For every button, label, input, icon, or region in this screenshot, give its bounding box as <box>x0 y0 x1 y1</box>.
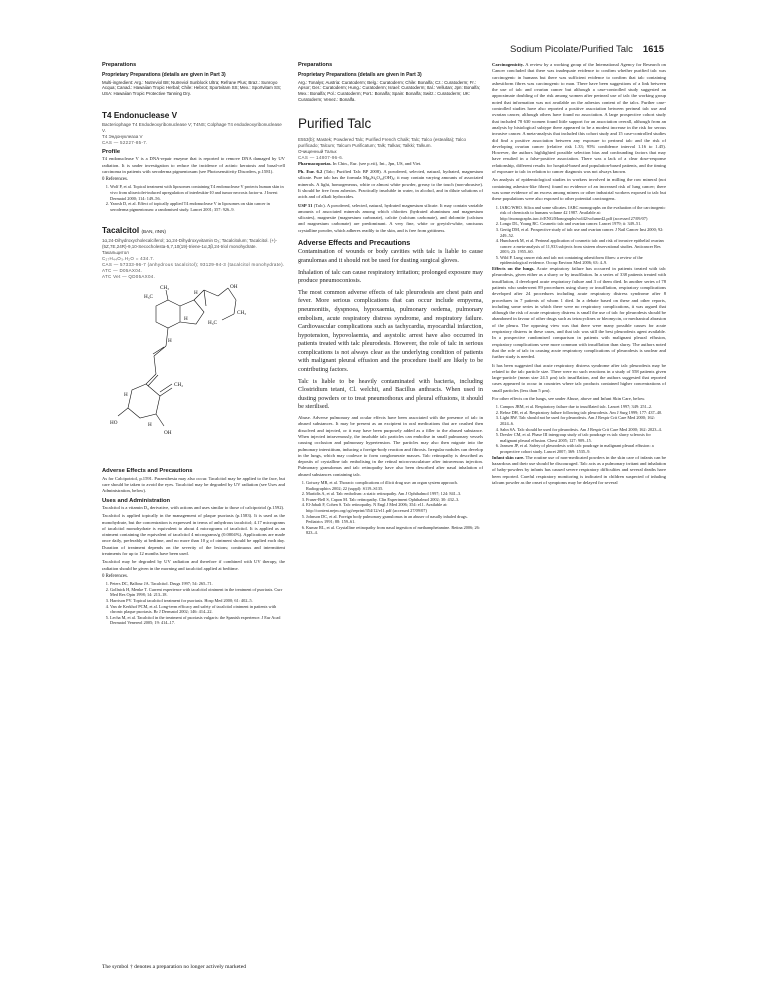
reference-item: 4. Van de Kerkhof PCM, et al. Long-term efficacy and safety of tacalcitol ointment in patients with chronic plaque psoriasis. Br J Dermatol 2002; 146: 414–22. <box>110 604 285 615</box>
atom-label: H₃C <box>144 294 154 301</box>
text: (Talc; Purified Talc BP 2008). A powdered, selected, natural, hydrated, magnesium silicate. Pure talc has the formula Mg₃Si₄O₁₀(OH)₂; it may contain varying amounts of associated minerals. A light, homogeneous, white or almost white powder, greasy to the touch (non-abrasive). It should be free from asbestos. Practically insoluble in water, in alcohol, and in dilute solutions of acids and of alkali hydroxides. <box>298 169 483 200</box>
footnote: The symbol † denotes a preparation no longer actively marketed <box>102 964 246 970</box>
atom-label: OH <box>164 430 172 437</box>
bond <box>218 288 228 296</box>
reference-item: 3. Fraser-Bell S, Capon M. Talc retinopathy. Clin Experiment Ophthalmol 2002; 30: 432–3. <box>306 497 483 503</box>
label: Ph. Eur. 6.2 <box>298 169 323 175</box>
bond <box>160 388 172 396</box>
talc-ph-eur <box>298 169 483 200</box>
talc-adverse-1: Contamination of wounds or body cavities with talc is liable to cause granulomas and it should not be used for dusting surgical gloves. <box>298 248 483 264</box>
talc-russian-name: Очищенный Тальк <box>298 148 337 154</box>
talc-usp <box>298 203 483 234</box>
talc-abuse: Abuse. Adverse pulmonary and ocular effects have been associated with the presence of talc in abused substances. It may be present as an excipient in oral medications that are crushed then dissolved and injected, or it may have been purposely added as a filler to the abused substance. When injected intravenously, the insoluble talc particles can embolise in small pulmonary vessels causing occlusion and pulmonary hypertension. The particles may also then migrate into the pulmonary interstitium, inducing a foreign-body reaction and fibrosis. Irregular nodules can develop in the lungs, which may coalesce to form conglomerate masses. Talc retinopathy is described as deposits of crystalline talc embolising in the retinal microvasculature after intravenous injection. Pulmonary granulomas and talc retinopathy have also been described after nasal inhalation of abused substances containing talc. <box>298 415 483 477</box>
reference-item: 5. Lecha M, et al. Tacalcitol in the treatment of psoriasis vulgaris: the Spanish experience. J Eur Acad Dermatol Venereol 2005; 19: 414–17. <box>110 615 285 626</box>
talc-pharmacopoeias <box>298 161 483 167</box>
tacalcitol-uses-2: Tacalcitol is applied topically in the management of plaque psoriasis (p.1583). It is used as the monohydrate, but the concentration is expressed in terms of anhydrous tacalcitol; 4.17 micrograms of tacalcitol monohydrate is equivalent to about 4 micrograms of tacalcitol. It is applied as an ointment containing the equivalent of tacalcitol 4 micrograms/g (0.0004%). Applications are made once daily, preferably at bedtime, and no more than 10 g of ointment should be applied each day. Duration of treatment depends on the severity of the lesions; continuous and intermittent treatments for up to 12 months have been used. <box>102 513 285 556</box>
effects-on-lungs-2: It has been suggested that acute respiratory distress syndrome after talc pleurodesis may be related to the talc particle size. There were no such reactions in a study of 558 patients given large-particle (mean size 24.5 μm) talc insufflation, and the authors suggested that reported cases appeared to occur in countries where talc products contained higher concentrations of small particles (less than 5 μm). <box>492 362 666 393</box>
infant-skin-care <box>492 455 666 486</box>
label: Infant skin care. <box>492 454 525 460</box>
t4-references-heading: 0 References. <box>102 177 129 183</box>
reference-item: 5. Johnson DC, et al. Foreign body pulmonary granulomas in an abuser of nasally inhaled drugs. Pediatrics 1991; 88: 159–61. <box>306 514 483 525</box>
talc-synonyms: E553(b); Mastek; Powdered Talc; Purified French Chalk; Talc; Talco (estealita); Talco purificado; Talcum; Talcum Purificatum; Talk; Talkas; Talkki; Talkum. <box>298 136 466 148</box>
talc-adverse-3: The most common adverse effects of talc pleurodesis are chest pain and fever. More serious complications that can occur include empyema, pneumonitis, dyspnoea, hypoxaemia, pulmonary oedema, pulmonary embolism, acute respiratory distress syndrome, and respiratory failure. Cardiovascular complications such as tachycardia, myocardial infarction, hypotension, hypovolaemia, and asystolic arrest have also occurred in patients treated with talc pleurodesis. However, the role of talc in serious complications is not always clear as the underlying condition of patients with malignant pleural effusion and the procedure itself are likely to be contributing factors. <box>298 288 483 374</box>
tacalcitol-atc: ATC — D05AX04. <box>102 268 143 274</box>
reference-item: 3. Harrison PV. Topical tacalcitol treatment for psoriasis. Hosp Med 2000; 61: 402–5. <box>110 598 285 604</box>
reference-item: 6. Kumar RL, et al. Crystalline retinopathy from nasal ingestion of methamphetamine. Retina 2006; 26: 823–4. <box>306 525 483 536</box>
tacalcitol-structure <box>110 284 260 464</box>
proprietary-list: Arg.: Tonalys; Austria: Curatoderm; Belg.: Curatoderm; Chile: Bonalfa; Cz.: Curatoderm; Fr.: Apsor; Ger.: Curatoderm; Hung.: Curatoderm; Israel: Curatoderm; Ital.: Vellutan; Jpn: Bonalfa; Mex.: Bonalfa; Pol.: Curatoderm; Port.: Bonalfa; Spain: Bonalfa; Switz.: Curatoderm; UK: Curatoderm; Venez.: Bonalfa. <box>298 79 481 102</box>
t4-profile-text: T4 endonuclease V is a DNA-repair enzyme that is reported to remove DNA damaged by UV radiation. It is under investigation to reduce the incidence of actinic keratosis and basal-cell carcinoma in patients with xeroderma pigmentosum (see Photosensitivity Disorders, p.1581). <box>102 156 285 174</box>
reference-item: 2. Gollnick H, Menke T. Current experience with tacalcitol ointment in the treatment of psoriasis. Curr Med Res Opin 1998; 14: 213–18. <box>110 587 285 598</box>
atom-label: H <box>124 392 128 399</box>
carcinogenicity-2: An analysis of epidemiological studies in workers involved in milling the raw mineral (not containing asbestos-like fibres) found no evidence of an increased risk of lung cancer; there was some evidence of an excess among miners or other industrial workers exposed to talc but these populations were also exposed to other potential carcinogens. <box>492 177 666 202</box>
reference-item: 1. Peters DC, Balfour JA. Tacalcitol. Drugs 1997; 54: 265–71. <box>110 581 285 587</box>
tacalcitol-adverse-text: As for Calcipotriol, p.1591. Paraesthesia may also occur. Tacalcitol may be applied to the face, but care should be taken to avoid the eyes. Tacalcitol may be degraded by UV radiation (see Uses and Administration, below). <box>102 475 285 494</box>
bond <box>118 408 128 416</box>
atom-label: H <box>194 290 198 297</box>
atom-label: CH₂ <box>174 382 184 389</box>
talc-cas: CAS — 14807-96-6. <box>298 154 344 160</box>
ring-a <box>128 384 160 418</box>
atom-label: CH₃ <box>237 310 247 317</box>
tacalcitol-title: Tacalcitol <box>102 226 140 236</box>
column-middle <box>298 62 483 962</box>
tacalcitol-adverse-heading: Adverse Effects and Precautions <box>102 468 193 475</box>
label: Carcinogenicity. <box>492 62 524 67</box>
atom-label: H <box>168 338 172 345</box>
bond <box>166 290 168 300</box>
proprietary-heading: Proprietary Preparations (details are given in Part 3) <box>102 72 226 79</box>
reference-item: 3. Gertig DM, et al. Prospective study of talc use and ovarian cancer. J Natl Cancer Inst 2000; 92: 249–52. <box>500 227 666 238</box>
bond <box>222 314 234 320</box>
monograph-title-tacalcitol <box>102 226 285 236</box>
reference-item: 1. Gotway MB, et al. Thoracic complications of illicit drug use: an organ system approach. Radiographics 2002; 22 (suppl): S119–S135. <box>306 480 483 491</box>
bond <box>204 290 206 306</box>
tacalcitol-cas: CAS — 57333-96-7 (anhydrous tacalcitol); 93129-94-3 (tacalcitol monohydrate). <box>102 262 285 268</box>
carcinogenicity <box>492 62 666 175</box>
t4-reference-list <box>102 184 285 212</box>
talc-abuse-references <box>298 480 483 536</box>
t4-cas: CAS — 52227-85-7. <box>102 139 148 145</box>
reference-item: 2. Longo DL, Young RC. Cosmetic talc and ovarian cancer. Lancet 1979; ii: 349–51. <box>500 221 666 227</box>
effects-on-lungs <box>492 266 666 360</box>
bond <box>160 384 172 392</box>
tacalcitol-atc-vet: ATC Vet — QD05AX04. <box>102 274 156 280</box>
preparations-heading: Preparations <box>298 62 333 68</box>
tacalcitol-synonyms: 1α,24-Dihydroxycholecalciferol; 1α,24-Dihydroxyvitamin D₃; Tacalcitolum; Tacalcitol. (+)-(5Z,7E,24R)-9,10-Secocholesta-5,7,10(19)-triene-1α,3β,24-triol monohydrate. <box>102 238 278 250</box>
text: (Talc). A powdered, selected, natural, hydrated magnesium silicate. It may contain variable amounts of associated minerals among which chlorites (hydrated aluminium and magnesium silicates), magnesite (magnesium carbonate), calcite (calcium carbonate), and dolomite (calcium and magnesium carbonate) are predominant. A very fine, white or greyish-white, unctuous crystalline powder, which adheres readily to the skin, and is free from grittiness. <box>298 202 483 233</box>
preparations-heading: Preparations <box>102 62 137 68</box>
bond <box>153 347 164 354</box>
ring-c <box>156 300 180 328</box>
atom-label: H₃C <box>208 320 218 327</box>
reference-item: 1. Campos JRM, et al. Respiratory failure due to insufflated talc. Lancet 1997; 349: 251–2. <box>500 404 666 410</box>
reference-item: 2. Yarosh D, et al. Effect of topically applied T4 endonuclease V in liposomes on skin cancer in xeroderma pigmentosum: a randomised study. Lancet 2001; 357: 926–9. <box>110 201 285 212</box>
reference-item: 4. Sahn SA. Talc should be used for pleurodesis. Am J Respir Crit Care Med 2000; 162: 2023–4. <box>500 427 666 433</box>
reference-item: 1. IARC/WHO. Silica and some silicates. IARC monographs on the evaluation of the carcinogenic risk of chemicals to humans volume 42 1987. Available at: http://monographs.iarc.fr/ENG/Monographs/vol42/volume42.pdf (accessed 27/09/07) <box>500 205 666 222</box>
tacalcitol-russian-name: Такальцитол <box>102 250 129 256</box>
tacalcitol-uses-3: Tacalcitol may be degraded by UV radiation and therefore if combined with UV therapy, the radiation should be given in the morning and tacalcitol applied at bedtime. <box>102 559 285 571</box>
running-head <box>510 44 664 55</box>
text: A review by a working group of the International Agency for Research on Cancer concluded that there was inadequate evidence to confirm whether purified talc was carcinogenic in humans but there was sufficient evidence to confirm that talc containing asbestiform fibres was carcinogenic to man. There have been suggestions of a link between the use of talc and ovarian cancer but although a case-controlled study suggested an approximate doubling of the risk among women after perineal use of talc the working group noted that information was not available on the asbestos content of the talcs. Further case-controlled studies have also reported a positive association between perineal talc use and ovarian cancer, although others have found no association. A large prospective cohort study that included 78 630 women found little support for an association overall, although from an analysis by histological subtype there appeared to be a modest increase in the risk for serous invasive cancer. A meta-analysis that included this cohort study and 15 case-controlled studies did find a positive association between any exposure to perineal talc and the risk of developing ovarian cancer (relative risk 1.33; 95% confidence interval 1.16 to 1.45). However, the authors highlighted possible selection bias and confounding factors that may have resulted in a false-positive association. There was a lack of a clear dose-response relationship, different results for hospital-based and population-based patients, and the timing of exposure to talc in relation to cancer diagnosis was not always known. <box>492 62 666 175</box>
atom-label: CH₃ <box>160 285 170 292</box>
reference-item: 1. Wolf P, et al. Topical treatment with liposomes containing T4 endonuclease V protects human skin in vivo from ultraviolet-induced upregulation of interleukin-10 and tumor necrosis factor-α. J Invest Dermatol 2000; 114: 149–56. <box>110 184 285 201</box>
column-left <box>102 62 285 962</box>
reference-item: 2. Rehse DH, et al. Respiratory failure following talc pleurodesis. Am J Surg 1999; 177: 437–40. <box>500 410 666 416</box>
carcinogenicity-references <box>492 205 666 267</box>
reference-item: 4. El-Jabali F, Cohen S. Talc retinopathy. N Engl J Med 2006; 354: e11. Available at: http://content.nejm.org/cgi/reprint/354/12/e11.pdf (accessed 27/09/07) <box>306 502 483 513</box>
page-number: 1615 <box>642 44 664 55</box>
reference-item: 4. Huncharek M, et al. Perineal application of cosmetic talc and risk of invasive epithelial ovarian cancer: a meta-analysis of 11,933 subjects from sixteen observational studies. Anticancer Res 2003; 23: 1955–60. <box>500 238 666 255</box>
reference-item: 3. Light RW. Talc should not be used for pleurodesis. Am J Respir Crit Care Med 2000; 162: 2024–6. <box>500 415 666 426</box>
bond <box>204 290 218 296</box>
tacalcitol-references-heading: 0 References. <box>102 573 129 579</box>
bond <box>154 346 166 356</box>
monograph-title-talc: Purified Talc <box>298 115 372 131</box>
atom-label: OH <box>230 284 238 291</box>
atom-label: HO <box>110 420 118 427</box>
lungs-references <box>492 404 666 454</box>
reference-item: 5. Dresler CM, et al. Phase III intergroup study of talc poudrage vs talc slurry sclerosis for malignant pleural effusion. Chest 2005; 127: 909–15. <box>500 432 666 443</box>
running-head-title: Sodium Picolate/Purified Talc <box>509 44 633 55</box>
talc-adverse-2: Inhalation of talc can cause respiratory irritation; prolonged exposure may produce pneumoconiosis. <box>298 268 483 285</box>
label: Pharmacopoeias. <box>298 160 332 166</box>
atom-label: H <box>184 316 188 323</box>
column-right <box>492 62 666 962</box>
talc-adverse-heading: Adverse Effects and Precautions <box>298 238 411 248</box>
tacalcitol-title-suffix: (BAN, rINN) <box>141 229 166 235</box>
effects-on-lungs-3: For other effects on the lungs, see under Abuse, above and Infant Skin Care, below. <box>492 396 646 401</box>
monograph-title-t4: T4 Endonuclease V <box>102 110 178 120</box>
reference-item: 5. Wild P. Lung cancer risk and talc not containing asbestiform fibres: a review of the epidemiological evidence. Occup Environ Med 2006; 63: 4–9. <box>500 255 666 266</box>
tacalcitol-formula: C₂₇H₄₄O₃.H₂O = 434.7. <box>102 256 155 262</box>
bond <box>156 414 164 426</box>
talc-adverse-4: Talc is liable to be heavily contaminated with bacteria, including Clostridium tetani, Cl. welchii, and Bacillus anthracis. When used in dusting powders or to treat pneumothorax and pleural effusions, it should be sterilised. <box>298 377 483 411</box>
reference-item: 6. Janssen JP, et al. Safety of pleurodesis with talc poudrage in malignant pleural effusion: a prospective cohort study. Lancet 2007; 369: 1535–9. <box>500 443 666 454</box>
reference-item: 2. Martidis A, et al. Talc embolism: a static retinopathy. Am J Ophthalmol 1997; 124: 841–3. <box>306 491 483 497</box>
t4-synonyms: Bacteriophage T4 Endodeoxyribonuclease V; T4NS; Colphage T4 endodeoxyribonuclease V. <box>102 121 282 133</box>
tacalcitol-uses-heading: Uses and Administration <box>102 497 171 504</box>
text: In Chin., Eur. (see p.vii), Int., Jpn, US, and Viet. <box>332 160 422 166</box>
text: Acute respiratory failure has occurred in patients treated with talc pleurodesis, given either as a slurry or by insufflation. In a series of 338 patients treated with insufflation, 4 developed acute respiratory failure and 3 of them died. In another series of 78 patients who underwent 89 procedures using slurry or insufflation, respiratory complications developed after 24 procedures including acute respiratory distress syndrome after 8 procedures in 7 patients of whom 1 died. In a debate based on these and other reports, including some series in which there were no respiratory complications, it was argued that although the risk of acute respiratory distress is small the use of talc for pleurodesis should be abandoned in favour of other drugs such as tetracyclines or bleomycin, or mechanical abrasion of the pleura. The opposing view was that there were many possible causes for acute respiratory distress in these cases, and that talc was still the best pleurodesis agent available. In a prospective randomised comparison in patients with malignant pleural effusion, respiratory complications were more common with insufflation than slurry. The authors noted that the role of talc in causing acute respiratory complications of pleurodesis is unclear and further study is needed. <box>492 266 666 360</box>
multi-ingredient-list: Multi-ingredient: Arg.: Nutreviol B8; Nutreviol Sunblock Ultra; Refrane Plus; Braz.: Sunroyo Acqua; Canad.: Hawaiian Tropic Herbal; Chile: Hebrot; Sportvitam SS; Mex.: Sportvitam SS; USA: Hawaiian Tropic Protective Tanning Dry. <box>102 79 282 97</box>
label: USP 31 <box>298 202 313 208</box>
bond <box>154 356 156 374</box>
t4-russian-name: T4 Эндонуклеаза V <box>102 133 143 139</box>
atom-label: H <box>148 422 152 429</box>
bond <box>234 300 236 314</box>
t4-profile-heading: Profile <box>102 148 121 155</box>
proprietary-heading: Proprietary Preparations (details are given in Part 3) <box>298 72 422 79</box>
label: Effects on the lungs. <box>492 266 535 272</box>
text: The routine use of non-medicated powders in the skin care of infants can be hazardous and their use should be discouraged. Talc acts as a pulmonary irritant and inhalation of baby-powders by infants has caused severe respiratory difficulties and several deaths have been reported. Careful respiratory monitoring is indicated in children suspected of inhaling talcum powder as the onset of symptoms may be delayed for several <box>492 454 666 485</box>
tacalcitol-reference-list <box>102 581 285 626</box>
tacalcitol-uses-1: Tacalcitol is a vitamin D₃ derivative, with actions and uses similar to those of calcipotriol (p.1592). <box>102 504 285 510</box>
